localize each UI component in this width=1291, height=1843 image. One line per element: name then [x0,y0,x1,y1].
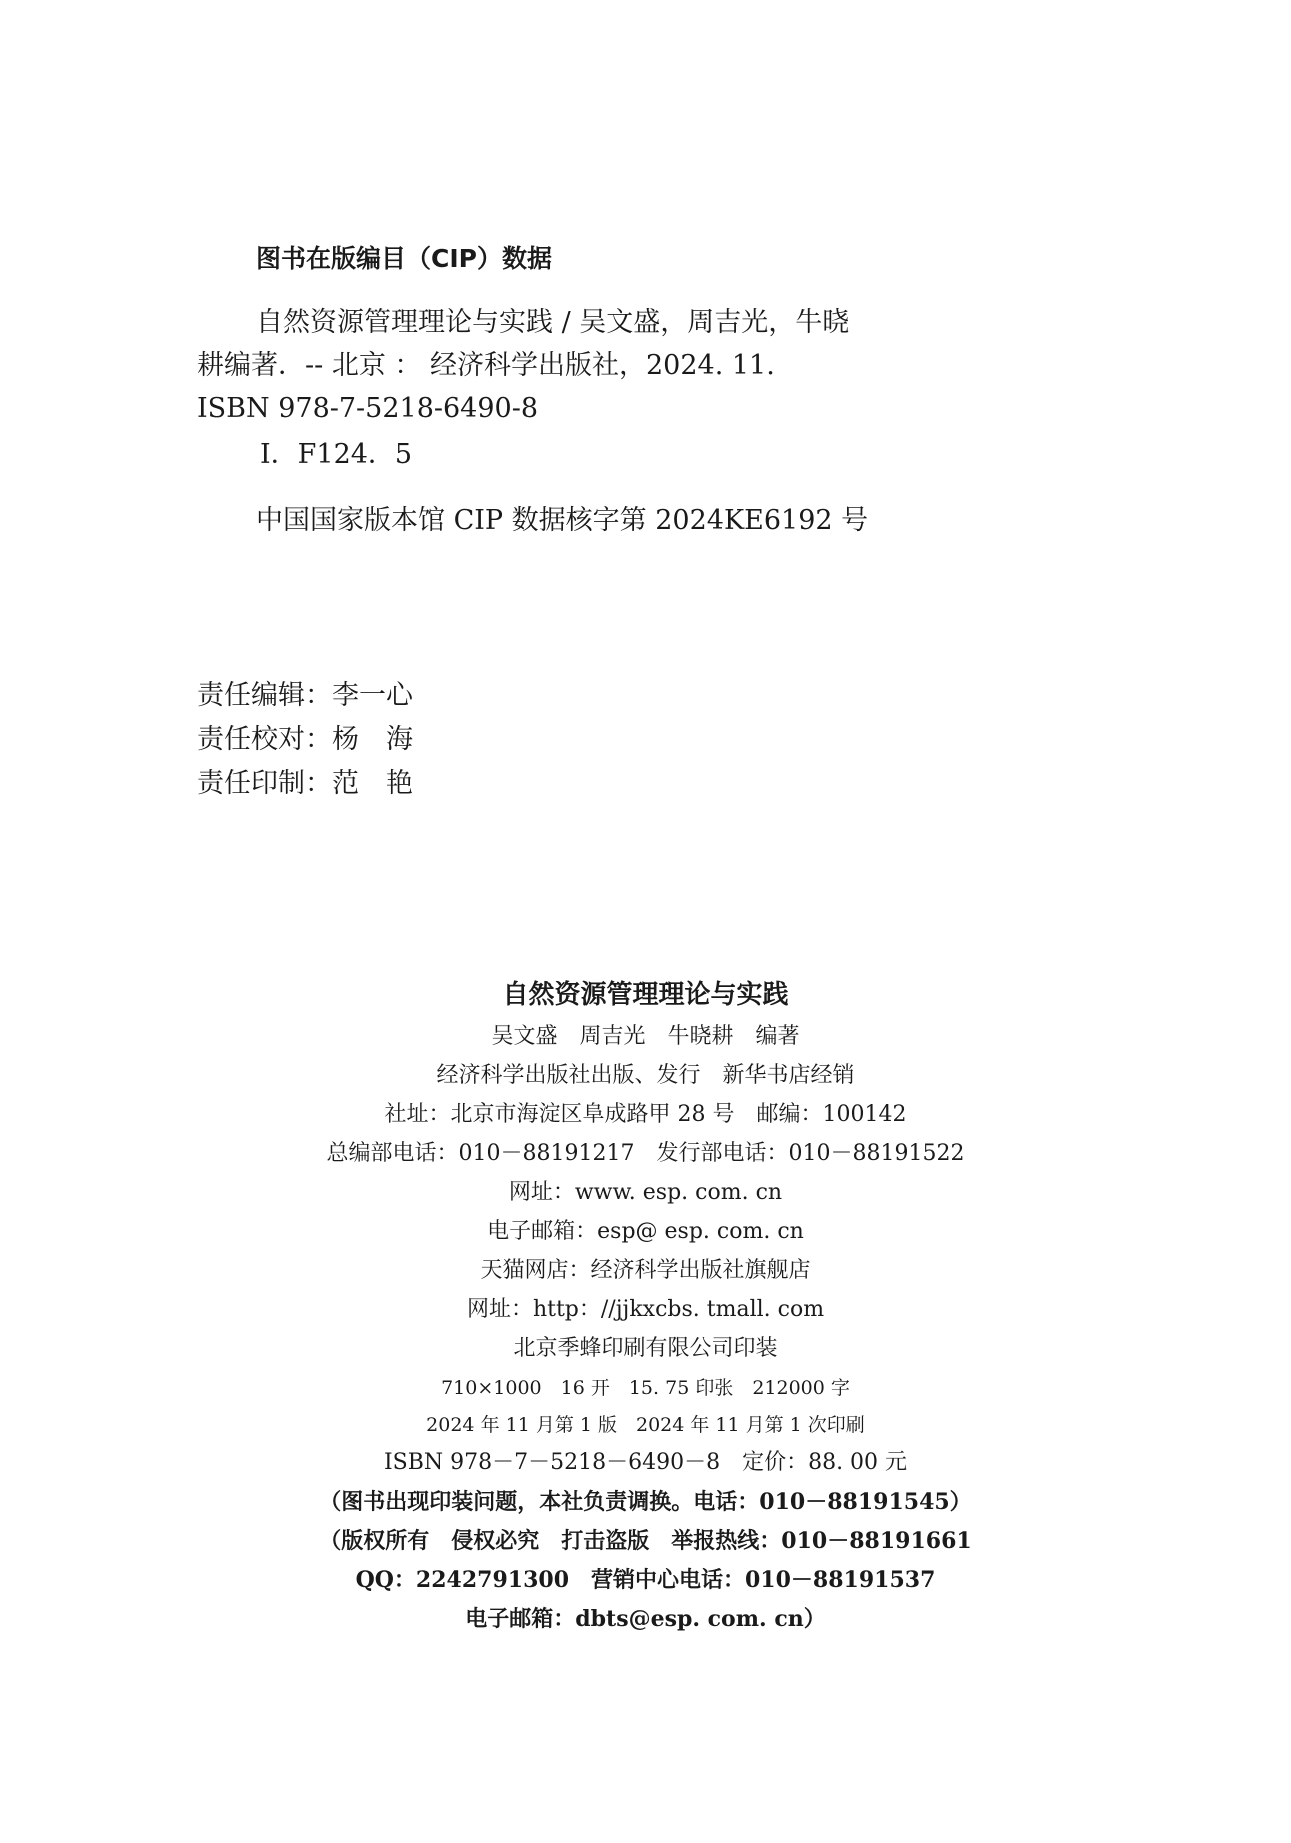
colophon-notice-qq: QQ：2242791300 营销中心电话：010－88191537 [355,1567,936,1593]
colophon-isbn-price: ISBN 978－7－5218－6490－8 定价：88. 00 元 [383,1450,908,1475]
colophon-edition: 2024 年 11 月第 1 版 2024 年 11 月第 1 次印刷 [426,1414,865,1436]
colophon-address: 社址：北京市海淀区阜成路甲 28 号 邮编：100142 [384,1102,907,1127]
cip-line-isbn: ISBN 978-7-5218-6490-8 [197,393,539,424]
colophon-format: 710×1000 16 开 15. 75 印张 212000 字 [441,1377,850,1399]
colophon-notice-email: 电子邮箱：dbts@esp. com. cn） [465,1606,826,1632]
colophon-printer: 北京季蜂印刷有限公司印装 [513,1336,778,1361]
staff-production: 责任印制：范 艳 [197,768,413,799]
cip-heading: 图书在版编目（CIP）数据 [256,244,552,273]
colophon-email: 电子邮箱：esp@ esp. com. cn [487,1219,804,1244]
staff-editor: 责任编辑：李一心 [197,680,413,711]
colophon-title: 自然资源管理理论与实践 [502,980,789,1010]
colophon-authors: 吴文盛 周吉光 牛晓耕 编著 [491,1024,800,1049]
cip-line-record-number: 中国国家版本馆 CIP 数据核字第 2024KE6192 号 [256,505,869,536]
colophon-notice-quality: （图书出现印装问题，本社负责调换。电话：010－88191545） [319,1489,972,1515]
colophon-tmall: 天猫网店：经济科学出版社旗舰店 [480,1258,811,1283]
colophon-website: 网址：www. esp. com. cn [508,1180,783,1205]
colophon-tmall-url: 网址：http：//jjkxcbs. tmall. com [466,1297,825,1322]
cip-line-publisher: 耕编著．-- 北京 ： 经济科学出版社，2024. 11. [197,350,775,381]
colophon-notice-copyright: （版权所有 侵权必究 打击盗版 举报热线：010－88191661 [319,1528,972,1554]
colophon-publisher: 经济科学出版社出版、发行 新华书店经销 [436,1063,855,1088]
cip-line-title-authors: 自然资源管理理论与实践 / 吴文盛，周吉光，牛晓 [256,307,850,338]
cip-line-classification: Ⅰ．F124．5 [260,439,413,470]
colophon-phones: 总编部电话：010－88191217 发行部电话：010－88191522 [326,1141,965,1166]
staff-proofreader: 责任校对：杨 海 [197,724,413,755]
